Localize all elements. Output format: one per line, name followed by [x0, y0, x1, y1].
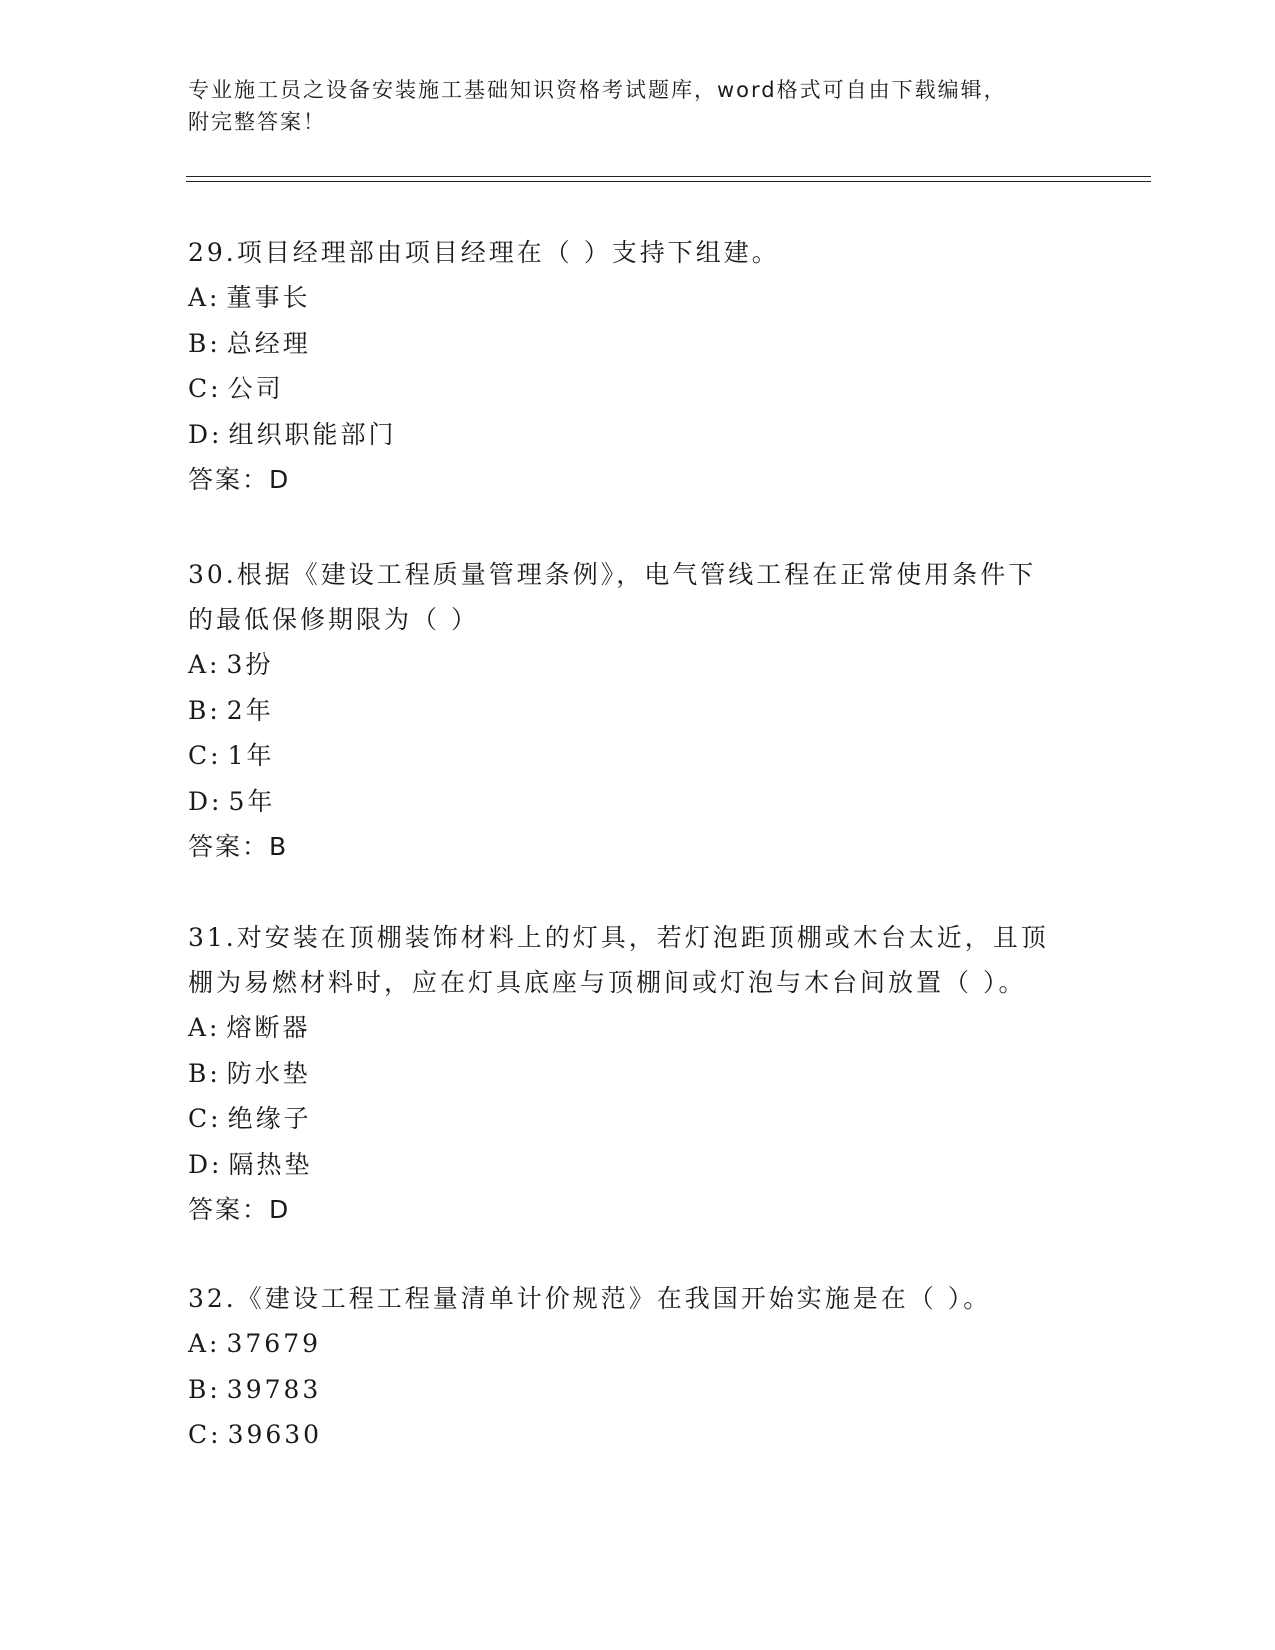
question-stem: 29.项目经理部由项目经理在（ ）支持下组建。: [188, 238, 780, 267]
option-text: 公司: [227, 374, 284, 403]
answer: 答案：D: [188, 1195, 291, 1224]
header-divider-bottom: [186, 181, 1151, 182]
option-a: [188, 642, 1108, 688]
option-d: [188, 412, 1108, 458]
option-b: [188, 1051, 1108, 1097]
option-label: C:: [188, 741, 222, 770]
option-label: D:: [188, 786, 223, 816]
option-text: 1年: [227, 741, 275, 770]
question-stem-line-1: 31.对安装在顶棚装饰材料上的灯具，若灯泡距顶棚或木台太近，且顶: [188, 923, 1049, 952]
option-c: [188, 1096, 1108, 1142]
option-text: 熔断器: [226, 1013, 311, 1042]
option-label: C:: [188, 374, 222, 403]
answer: 答案：D: [188, 465, 291, 494]
question-29: [188, 230, 1108, 502]
option-label: A:: [188, 1329, 221, 1358]
option-label: B:: [188, 328, 221, 358]
option-label: A:: [188, 650, 221, 679]
question-stem-line-2: 的最低保修期限为（ ）: [188, 605, 479, 634]
option-c: [188, 366, 1108, 412]
option-label: B:: [188, 695, 221, 725]
option-text: 39783: [226, 1374, 322, 1404]
answer: 答案：B: [188, 832, 289, 861]
option-label: B:: [188, 1374, 221, 1404]
option-text: 5年: [228, 786, 276, 816]
option-text: 2年: [226, 695, 274, 725]
option-d: [188, 1142, 1108, 1188]
option-b: [188, 688, 1108, 734]
option-text: 绝缘子: [227, 1104, 312, 1133]
option-a: [188, 275, 1108, 321]
option-a: [188, 1321, 1108, 1367]
option-label: D:: [188, 419, 223, 449]
question-30: [188, 552, 1108, 869]
option-label: A:: [188, 1013, 221, 1042]
option-text: 防水垫: [226, 1058, 311, 1088]
option-label: B:: [188, 1058, 221, 1088]
header-divider-top: [186, 176, 1151, 177]
option-text: 组织职能部门: [228, 419, 397, 449]
header-line-1: 专业施工员之设备安装施工基础知识资格考试题库，word格式可自由下载编辑，: [188, 78, 1007, 102]
question-stem-line-2: 棚为易燃材料时，应在灯具底座与顶棚间或灯泡与木台间放置（ ）。: [188, 968, 1027, 997]
option-label: C:: [188, 1420, 222, 1449]
option-b: [188, 1367, 1108, 1413]
question-32: [188, 1276, 1108, 1458]
option-d: [188, 779, 1108, 825]
question-stem-line-1: 30.根据《建设工程质量管理条例》，电气管线工程在正常使用条件下: [188, 560, 1037, 589]
option-text: 总经理: [226, 328, 311, 358]
option-text: 隔热垫: [228, 1149, 313, 1179]
option-label: D:: [188, 1149, 223, 1179]
header-line-2: 附完整答案！: [188, 110, 326, 134]
option-label: A:: [188, 283, 221, 312]
option-text: 37679: [226, 1329, 322, 1358]
option-text: 39630: [227, 1420, 323, 1449]
option-text: 董事长: [226, 283, 311, 312]
option-c: [188, 1412, 1108, 1458]
option-text: 3扮: [226, 650, 274, 679]
option-b: [188, 321, 1108, 367]
option-c: [188, 733, 1108, 779]
option-label: C:: [188, 1104, 222, 1133]
question-31: [188, 915, 1108, 1232]
option-a: [188, 1005, 1108, 1051]
document-header: [188, 74, 1088, 138]
question-stem: 32.《建设工程工程量清单计价规范》在我国开始实施是在（ ）。: [188, 1284, 992, 1313]
